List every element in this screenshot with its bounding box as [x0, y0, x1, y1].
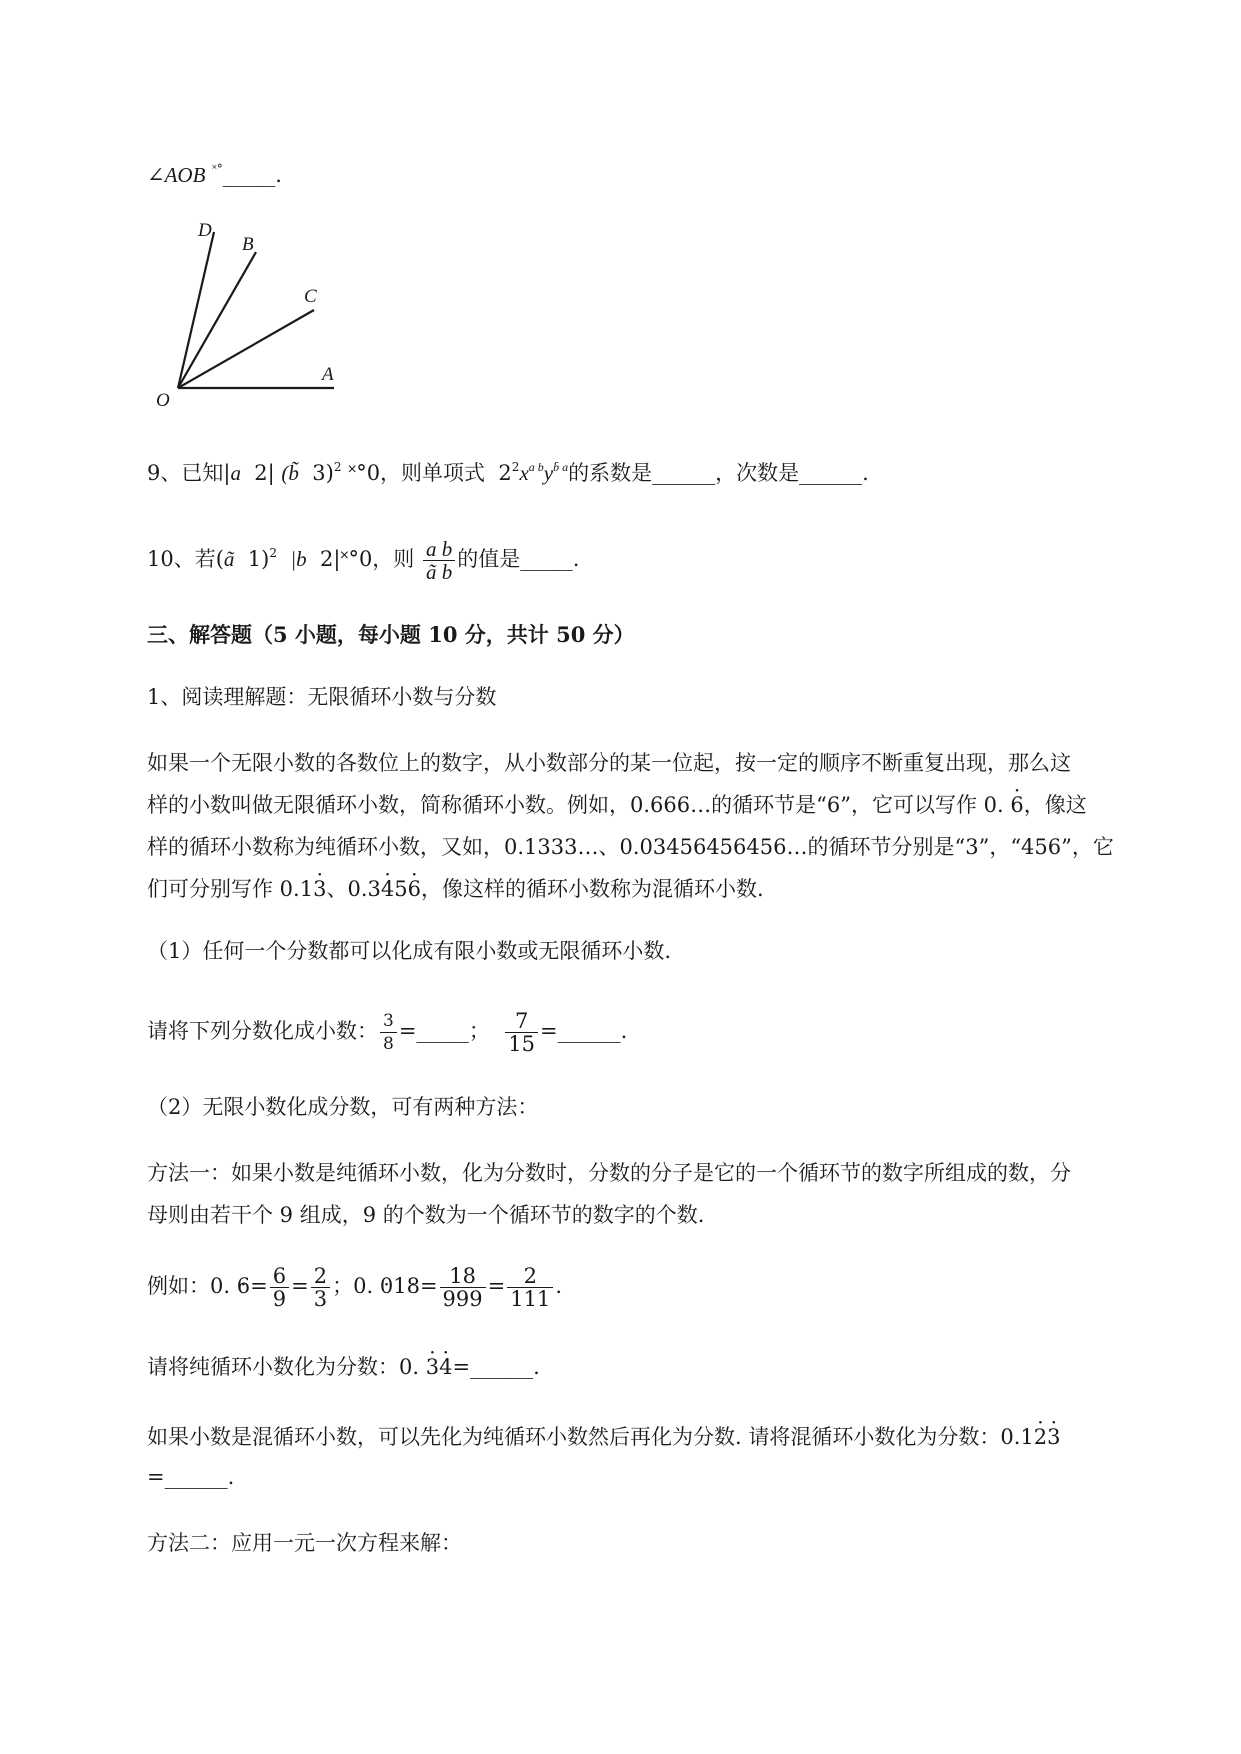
q9-prefix: 9、已知|	[147, 461, 231, 485]
mixed-line-1	[147, 1422, 1061, 1452]
convert-prefix: 请将下列分数化成小数：	[147, 1019, 378, 1043]
frac-7-15-num: 7	[505, 1010, 538, 1033]
q9-suffix: 的系数是______，次数是______.	[568, 461, 869, 485]
frac-7-15-den: 15	[508, 1032, 536, 1056]
repeat-digit-6b: 6 ·	[408, 877, 421, 901]
section-3-title: 三、解答题（5 小题，每小题 10 分，共计 50 分）	[147, 622, 635, 647]
q10-frac-num: a b	[423, 538, 455, 561]
problem-1-title: 1、阅读理解题：无限循环小数与分数	[147, 685, 497, 709]
q9-y: y	[543, 461, 554, 485]
frac-2-3-den: 3	[313, 1287, 328, 1311]
part-1: （1）任何一个分数都可以化成有限小数或无限循环小数.	[147, 939, 672, 963]
frac-6-9	[270, 1265, 289, 1310]
frac-2-3-num: 2	[311, 1265, 330, 1288]
convert-blank-1: =_____；	[398, 1019, 490, 1043]
fraction-3-8	[380, 1010, 397, 1055]
repeat-digit-4: 4 ·	[381, 877, 394, 901]
q9-x: x	[519, 461, 529, 485]
method-2: 方法二：应用一元一次方程来解：	[147, 1531, 462, 1555]
q9-coef-exp: 2	[511, 460, 520, 474]
frac-2-111	[507, 1265, 553, 1310]
ray-od	[178, 232, 214, 388]
q10-prefix: 10、若(	[147, 547, 224, 571]
angle-aob: ∠AOB	[147, 163, 206, 187]
q10-a: ã	[223, 547, 235, 571]
frac-18-999-den: 999	[442, 1287, 483, 1311]
q9-a: a	[230, 461, 241, 485]
frac-3-8-num: 3	[380, 1010, 397, 1033]
q8-end: .	[275, 163, 282, 187]
mixed-dot-2: 2 ·	[1034, 1425, 1047, 1449]
q9-line	[147, 452, 869, 488]
pure-dot-3: 3 ·	[426, 1355, 439, 1379]
label-o: O	[156, 390, 170, 410]
para-line-4b: 、0.3	[326, 877, 381, 901]
repeat-digit-6: 6 ·	[1010, 793, 1023, 817]
repeat-digit-3: 3 ·	[313, 877, 326, 901]
q10-mid: 2|˟°0，则	[319, 547, 415, 571]
para-line-2	[147, 790, 1087, 820]
example-line	[147, 1258, 562, 1314]
q10-b: |b	[290, 547, 307, 571]
q9-y-exp: b̄ a	[553, 460, 569, 474]
convert-blank-2: =______.	[540, 1019, 628, 1043]
q9-square: 2	[333, 460, 342, 474]
para-line-4c: 5	[394, 877, 408, 901]
label-c: C	[304, 286, 317, 307]
pure-prefix: 请将纯循环小数化为分数：0.	[147, 1355, 420, 1379]
fraction-7-15	[505, 1010, 538, 1055]
convert-line	[147, 1006, 627, 1056]
method-1-line-1: 方法一：如果小数是纯循环小数，化为分数时，分数的分子是它的一个循环节的数字所组成的数，分	[147, 1161, 1071, 1185]
q8-line	[147, 154, 282, 190]
frac-2-111-num: 2	[507, 1265, 553, 1288]
example-mid: 1	[393, 1274, 407, 1298]
garbled-symbol: ˟°	[212, 162, 223, 176]
q10-one: 1)	[247, 547, 270, 571]
ray-oc	[178, 310, 314, 388]
example-dot-6: 6 ·	[237, 1274, 250, 1298]
para-line-1: 如果一个无限小数的各数位上的数字，从小数部分的某一位起，按一定的顺序不断重复出现，那么这	[147, 751, 1071, 775]
example-eq-1: =	[250, 1274, 268, 1298]
q10-frac-den: ã b	[426, 560, 453, 584]
frac-2-111-den: 111	[510, 1287, 551, 1311]
frac-6-9-den: 9	[272, 1287, 287, 1311]
frac-3-8-den: 8	[383, 1034, 394, 1054]
pure-line	[147, 1352, 540, 1382]
mixed-line-2: =______.	[147, 1465, 235, 1489]
example-dot-8: 8 ·	[407, 1274, 420, 1298]
para-line-2a: 样的小数叫做无限循环小数，简称循环小数。例如，0.666…的循环节是“6”，它可以写作 0.	[147, 793, 1004, 817]
q9-two: 2|	[254, 461, 275, 485]
para-line-2b: ，像这	[1023, 793, 1087, 817]
q10-fraction	[423, 538, 455, 583]
para-line-4	[147, 874, 764, 904]
frac-18-999	[440, 1265, 486, 1310]
q9-mid: ˟°0，则单项式	[348, 461, 486, 485]
example-eq-4: =	[487, 1274, 506, 1298]
example-dot-0: 0 ·	[380, 1274, 393, 1298]
frac-6-9-num: 6	[270, 1265, 289, 1288]
q10-line	[147, 538, 579, 583]
example-end: .	[555, 1274, 563, 1298]
q9-b: (b̃	[281, 461, 299, 485]
angle-figure	[150, 220, 350, 410]
pure-dot-4: 4 ·	[439, 1355, 452, 1379]
label-b: B	[242, 234, 254, 255]
frac-18-999-num: 18	[440, 1265, 486, 1288]
label-a: A	[322, 364, 334, 385]
part-2: （2）无限小数化成分数，可有两种方法：	[147, 1095, 539, 1119]
mixed-dot-3: 3 ·	[1047, 1425, 1060, 1449]
ray-ob	[178, 252, 256, 388]
label-d: D	[198, 220, 212, 241]
example-eq-3: =	[419, 1274, 438, 1298]
example-semi: ；0.	[332, 1274, 374, 1298]
example-eq-2: =	[291, 1274, 309, 1298]
para-line-3: 样的循环小数称为纯循环小数，又如，0.1333…、0.03456456456…的循环节分别是“3”，“456”，它	[147, 835, 1114, 859]
para-line-4e: ，像这样的循环小数称为混循环小数.	[420, 877, 764, 901]
method-1-line-2: 母则由若干个 9 组成，9 的个数为一个循环节的数字的个数.	[147, 1203, 705, 1227]
q9-three: 3)	[312, 461, 334, 485]
frac-2-3	[311, 1265, 330, 1310]
example-prefix: 例如：0.	[147, 1274, 231, 1298]
pure-blank: =______.	[452, 1355, 540, 1379]
q8-blank: _____	[222, 163, 276, 187]
mixed-text: 如果小数是混循环小数，可以先化为纯循环小数然后再化为分数. 请将混循环小数化为分数：0.1	[147, 1425, 1034, 1449]
para-line-4a: 们可分别写作 0.1	[147, 877, 314, 901]
q10-square: 2	[269, 546, 277, 560]
q9-coef: 2	[498, 461, 512, 485]
q10-suffix: 的值是_____.	[457, 547, 580, 571]
q9-x-exp: a b	[528, 460, 544, 474]
